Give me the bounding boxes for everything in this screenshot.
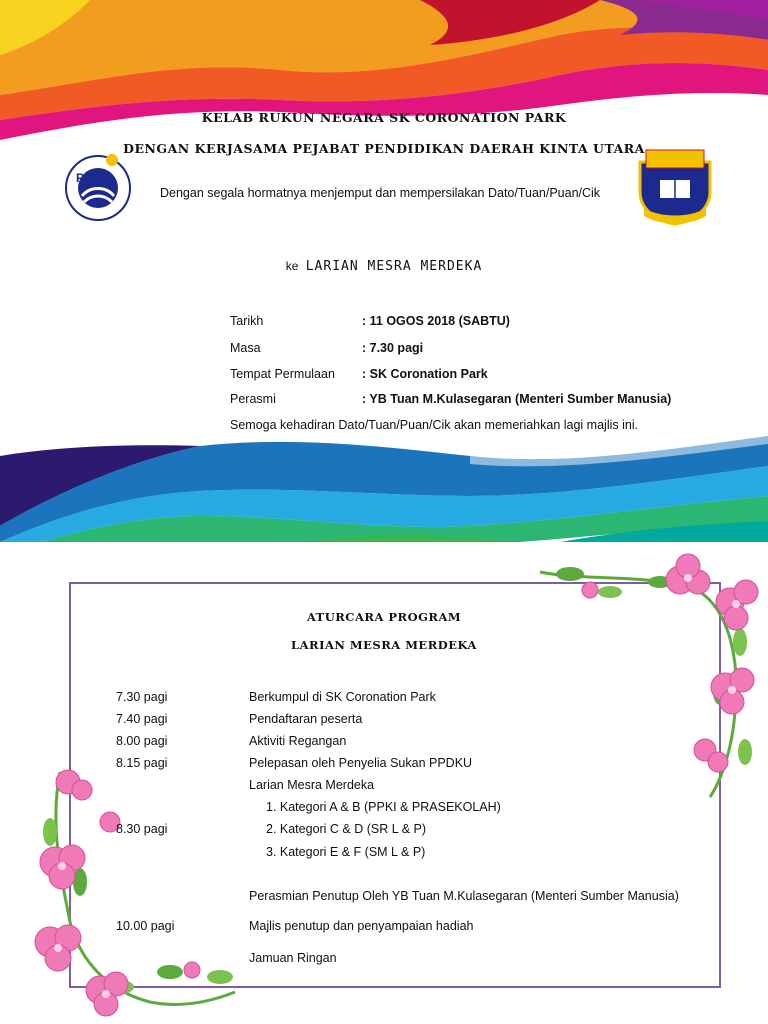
program-activity: Pelepasan oleh Penyelia Sukan PPDKU — [249, 756, 473, 770]
top-wave-banner — [0, 0, 768, 160]
closing-text: Semoga kehadiran Dato/Tuan/Puan/Cik akan memeriahkan lagi majlis ini. — [230, 418, 639, 432]
program-time: 7.30 pagi — [116, 690, 168, 704]
program-time: 8.30 pagi — [116, 822, 168, 836]
floral-corner-top-right — [510, 552, 768, 802]
program-time: 10.00 pagi — [116, 919, 175, 933]
category-item: 3. Kategori E & F (SM L & P) — [266, 845, 426, 859]
program-activity: Larian Mesra Merdeka — [249, 778, 375, 792]
floral-corner-bottom-left — [20, 762, 250, 1024]
program-activity: Berkumpul di SK Coronation Park — [249, 690, 436, 704]
ppd-logo — [62, 146, 134, 234]
detail-label-officiator: Perasmi — [230, 392, 276, 406]
program-time: 7.40 pagi — [116, 712, 168, 726]
detail-label-venue: Tempat Permulaan — [230, 367, 335, 381]
header-subtitle: DENGAN KERJASAMA PEJABAT PENDIDIKAN DAERAH KINTA UTARA — [123, 141, 645, 156]
header-title: KELAB RUKUN NEGARA SK CORONATION PARK — [201, 110, 567, 125]
program-activity: Pendaftaran peserta — [249, 712, 363, 726]
program-activity: Aktiviti Regangan — [249, 734, 347, 748]
program-activity: Perasmian Penutup Oleh YB Tuan M.Kulasegaran (Menteri Sumber Manusia) — [249, 889, 679, 903]
detail-value-time: : 7.30 pagi — [362, 341, 424, 355]
detail-value-officiator: : YB Tuan M.Kulasegaran (Menteri Sumber Manusia) — [362, 392, 672, 406]
event-prefix: ke — [285, 259, 299, 273]
detail-value-date: : 11 OGOS 2018 (SABTU) — [362, 314, 510, 328]
invitation-text: Dengan segala hormatnya menjemput dan mempersilakan Dato/Tuan/Puan/Cik — [160, 186, 601, 200]
program-activity: Majlis penutup dan penyampaian hadiah — [249, 919, 474, 933]
program-time: 8.00 pagi — [116, 734, 168, 748]
category-item: 2. Kategori C & D (SR L & P) — [266, 822, 427, 836]
detail-label-time: Masa — [230, 341, 261, 355]
ppd-logo-text: PPD — [76, 171, 101, 185]
event-name: LARIAN MESRA MERDEKA — [305, 259, 483, 274]
program-time: 8.15 pagi — [116, 756, 168, 770]
bottom-wave-banner — [0, 436, 768, 546]
detail-label-date: Tarikh — [230, 314, 264, 328]
program-subtitle: LARIAN MESRA MERDEKA — [291, 638, 477, 652]
program-title: ATURCARA PROGRAM — [306, 610, 462, 624]
school-crest-logo — [636, 146, 714, 226]
category-item: 1. Kategori A & B (PPKI & PRASEKOLAH) — [266, 800, 501, 814]
event-heading — [0, 259, 768, 274]
program-activity: Jamuan Ringan — [249, 951, 337, 965]
detail-value-venue: : SK Coronation Park — [362, 367, 488, 381]
